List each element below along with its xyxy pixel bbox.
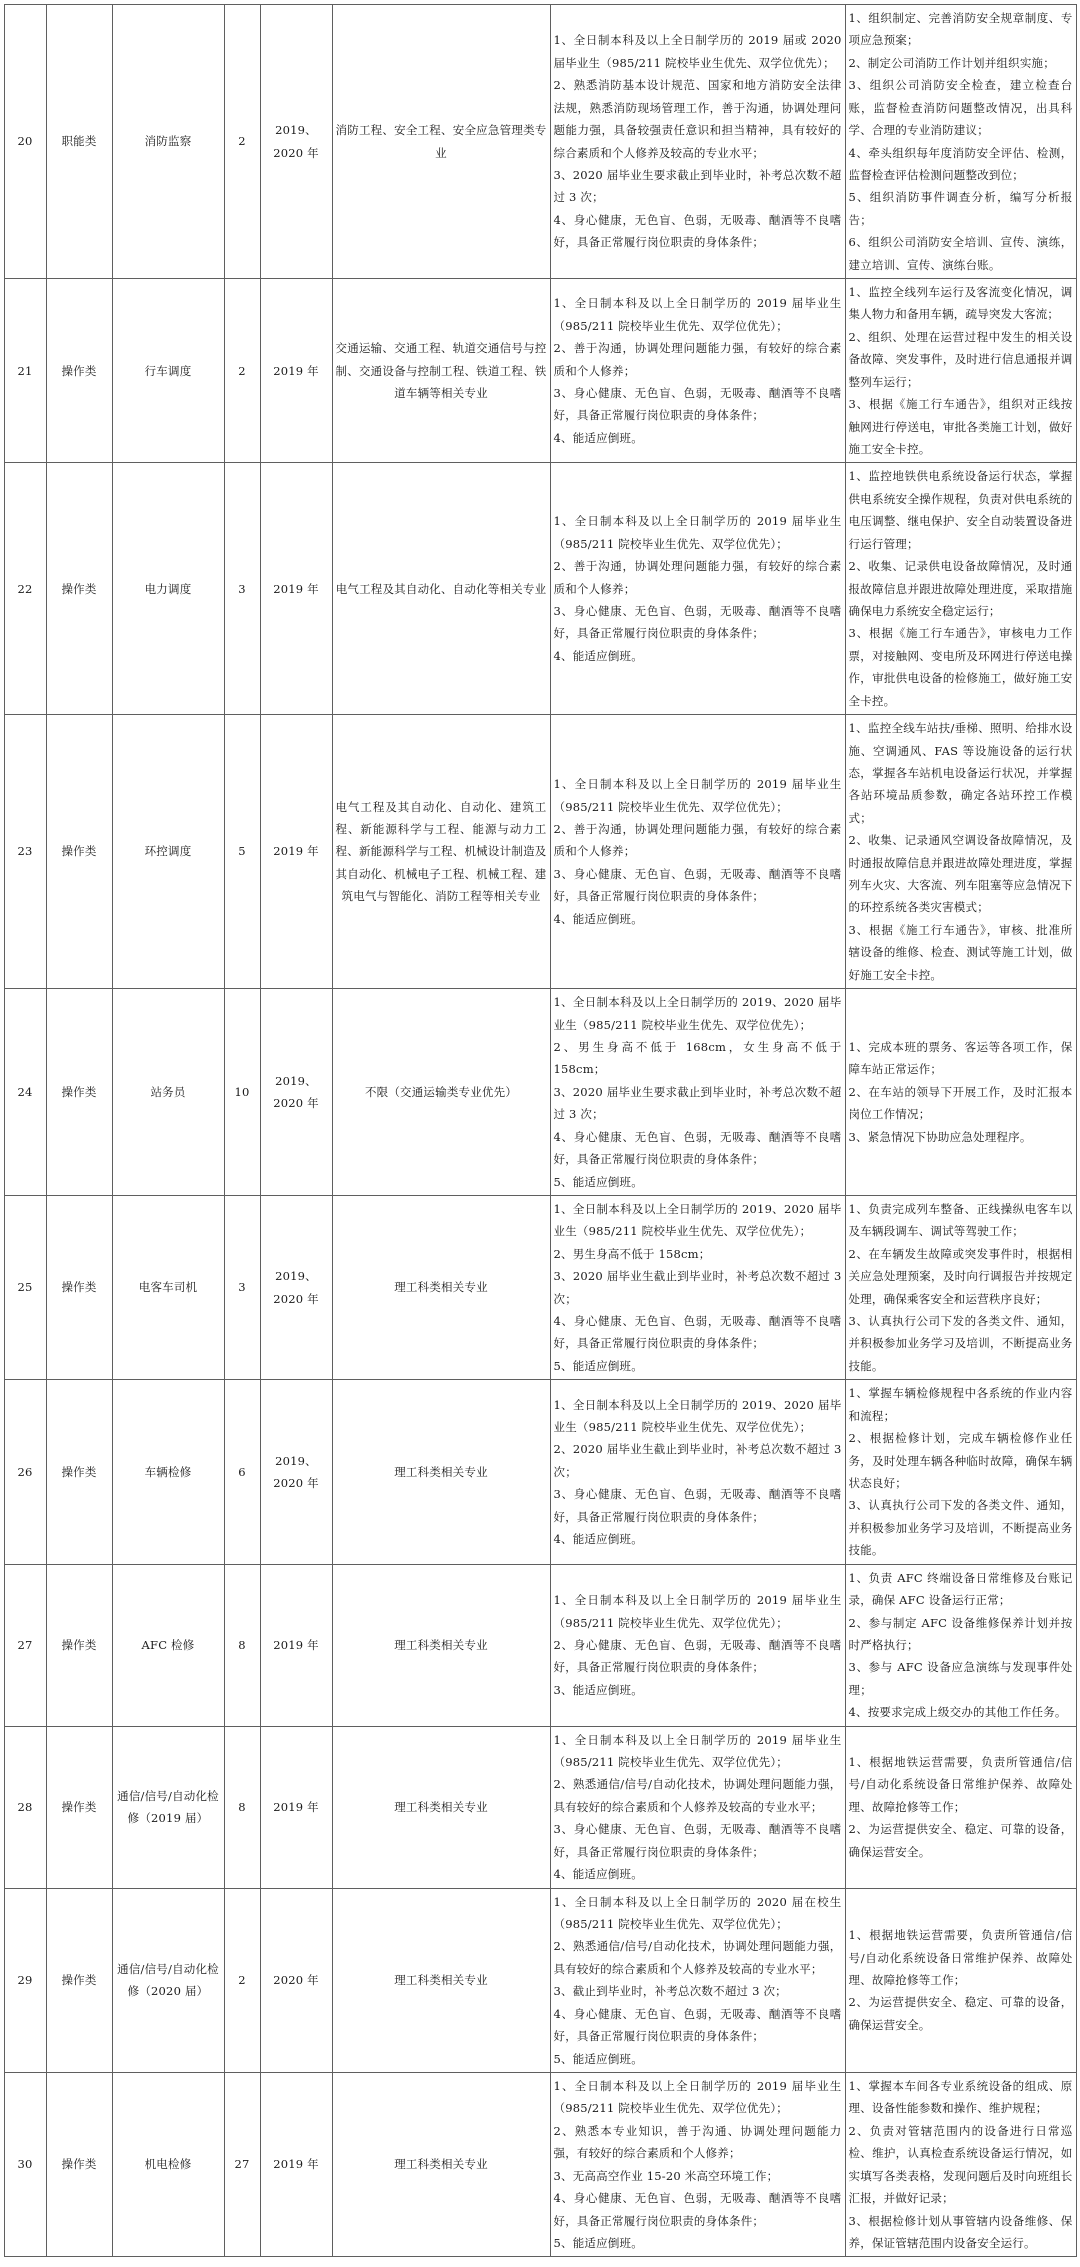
cell-headcount: 27 [224, 2072, 260, 2256]
text-line: 4、按要求完成上级交办的其他工作任务。 [848, 1705, 1067, 1720]
text-line: 4、能适应倒班。 [553, 911, 643, 926]
text-line: 1、全日制本科及以上全日制学历的 2019 届或 2020 届毕业生（985/211 院校毕业生优先、双学位优先）； [553, 33, 842, 70]
cell-major [332, 1888, 550, 2072]
text-line: 2、在车辆发生故障或突发事件时，根据相关应急处理预案，及时向行调报告并按规定处理，确保乘客安全和运营秩序良好； [848, 1246, 1073, 1306]
cell-graduation-year: 2019 年 [260, 279, 332, 463]
major-text: 理工科类相关专业 [394, 1799, 488, 1814]
cell-requirements [550, 463, 845, 715]
cell-major [332, 1564, 550, 1726]
cell-requirements [550, 989, 845, 1196]
cell-serial-number: 27 [4, 1564, 46, 1726]
cell-requirements [550, 1564, 845, 1726]
cell-serial-number: 24 [4, 989, 46, 1196]
text-line: 1、组织制定、完善消防安全规章制度、专项应急预案； [848, 11, 1073, 48]
cell-duties [845, 989, 1076, 1196]
table-row [4, 279, 1076, 463]
text-line: 3、身心健康、无色盲、色弱，无吸毒、酗酒等不良嗜好，具备正常履行岗位职责的身体条件； [553, 1487, 842, 1524]
text-line: 1、完成本班的票务、客运等各项工作，保障车站正常运作； [848, 1039, 1073, 1077]
text-line: 3、截止到毕业时，补考总次数不超过 3 次； [553, 1984, 787, 1999]
text-line: 2、根据检修计划，完成车辆检修作业任务，及时处理车辆各种临时故障，确保车辆状态良好； [848, 1431, 1073, 1490]
table-row [4, 1888, 1076, 2072]
text-line: 4、身心健康、无色盲、色弱，无吸毒、酗酒等不良嗜好，具备正常履行岗位职责的身体条件； [553, 1314, 842, 1351]
cell-serial-number: 25 [4, 1195, 46, 1379]
major-text: 理工科类相关专业 [394, 1280, 488, 1295]
text-line: 4、牵头组织每年度消防安全评估、检测，监督检查评估检测问题整改到位； [848, 145, 1073, 182]
text-line: 1、全日制本科及以上全日制学历的 2019 届毕业生（985/211 院校毕业生优先、双学位优先）； [553, 1593, 842, 1630]
table-row [4, 1726, 1076, 1888]
text-line: 5、能适应倒班。 [553, 1358, 643, 1373]
cell-duties [845, 1888, 1076, 2072]
table-row [4, 1195, 1076, 1379]
table-row [4, 2072, 1076, 2256]
cell-requirements [550, 1195, 845, 1379]
cell-serial-number: 26 [4, 1380, 46, 1564]
cell-duties [845, 2072, 1076, 2256]
text-line: 2、身心健康、无色盲、色弱，无吸毒、酗酒等不良嗜好，具备正常履行岗位职责的身体条件； [553, 1637, 842, 1675]
cell-category: 操作类 [46, 1564, 112, 1726]
text-line: 3、能适应倒班。 [553, 1682, 643, 1697]
cell-category: 操作类 [46, 279, 112, 463]
cell-headcount: 5 [224, 715, 260, 989]
text-line: 3、无高高空作业 15-20 米高空环境工作； [553, 2168, 779, 2183]
cell-category: 操作类 [46, 715, 112, 989]
cell-major [332, 1380, 550, 1564]
cell-category: 操作类 [46, 2072, 112, 2256]
cell-graduation-year: 2019、2020 年 [260, 989, 332, 1196]
cell-duties [845, 5, 1076, 279]
text-line: 2、善于沟通，协调处理问题能力强，有较好的综合素质和个人修养； [553, 341, 842, 378]
text-line: 4、能适应倒班。 [553, 430, 643, 445]
cell-post-name: 机电检修 [112, 2072, 224, 2256]
cell-graduation-year: 2019、2020 年 [260, 1380, 332, 1564]
table-row [4, 1380, 1076, 1564]
text-line: 2、负责对管辖范围内的设备进行日常巡检、维护，认真检查系统设备运行情况，如实填写各类表格，发现问题后及时向班组长汇报，并做好记录； [848, 2123, 1073, 2206]
text-line: 2、男生身高不低于 168cm，女生身高不低于 158cm； [553, 1039, 842, 1077]
text-line: 1、全日制本科及以上全日制学历的 2019 届毕业生（985/211 院校毕业生优先、双学位优先）； [553, 296, 842, 333]
text-line: 2、参与制定 AFC 设备维修保养计划并按时严格执行； [848, 1615, 1073, 1652]
cell-serial-number: 20 [4, 5, 46, 279]
cell-post-name: 行车调度 [112, 279, 224, 463]
text-line: 4、能适应倒班。 [553, 1867, 643, 1882]
cell-serial-number: 21 [4, 279, 46, 463]
text-line: 3、认真执行公司下发的各类文件、通知，并积极参加业务学习及培训，不断提高业务技能。 [848, 1314, 1073, 1373]
cell-serial-number: 29 [4, 1888, 46, 2072]
text-line: 5、能适应倒班。 [553, 2235, 643, 2250]
cell-category: 操作类 [46, 989, 112, 1196]
cell-major [332, 279, 550, 463]
cell-duties [845, 1564, 1076, 1726]
cell-serial-number: 28 [4, 1726, 46, 1888]
text-line: 3、认真执行公司下发的各类文件、通知，并积极参加业务学习及培训，不断提高业务技能。 [848, 1498, 1073, 1558]
cell-duties [845, 715, 1076, 989]
text-line: 2、在车站的领导下开展工作，及时汇报本岗位工作情况； [848, 1084, 1073, 1122]
text-line: 1、全日制本科及以上全日制学历的 2019、2020 届毕业生（985/211 院校毕业生优先、双学位优先）； [553, 1397, 842, 1434]
cell-major [332, 2072, 550, 2256]
major-text: 理工科类相关专业 [394, 1637, 488, 1652]
cell-major [332, 463, 550, 715]
cell-graduation-year: 2019、2020 年 [260, 1195, 332, 1379]
text-line: 4、能适应倒班。 [553, 1532, 643, 1547]
cell-post-name: 电客车司机 [112, 1195, 224, 1379]
major-text: 理工科类相关专业 [394, 1464, 488, 1479]
cell-post-name: 通信/信号/自动化检修（2019 届） [112, 1726, 224, 1888]
text-line: 2、熟悉通信/信号/自动化技术，协调处理问题能力强，具有较好的综合素质和个人修养及较高的专业水平； [553, 1777, 842, 1814]
cell-duties [845, 1380, 1076, 1564]
major-text: 理工科类相关专业 [394, 2157, 488, 2172]
text-line: 2、组织、处理在运营过程中发生的相关设备故障、突发事件，及时进行信息通报并调整列车运行； [848, 329, 1073, 389]
text-line: 1、全日制本科及以上全日制学历的 2019、2020 届毕业生（985/211 院校毕业生优先、双学位优先）； [553, 1201, 842, 1239]
text-line: 2、收集、记录供电设备故障情况，及时通报故障信息并跟进故障处理进度，采取措施确保电力系统安全稳定运行； [848, 559, 1073, 618]
cell-graduation-year: 2019 年 [260, 1726, 332, 1888]
cell-post-name: AFC 检修 [112, 1564, 224, 1726]
text-line: 3、身心健康、无色盲、色弱，无吸毒、酗酒等不良嗜好，具备正常履行岗位职责的身体条件； [553, 1822, 842, 1859]
cell-graduation-year: 2019 年 [260, 1564, 332, 1726]
cell-requirements [550, 1726, 845, 1888]
text-line: 3、根据《施工行车通告》，审核、批准所辖设备的维修、检查、测试等施工计划，做好施工安全卡控。 [848, 922, 1073, 982]
text-line: 1、监控全线列车运行及客流变化情况，调集人物力和备用车辆，疏导突发大客流； [848, 285, 1073, 322]
recruitment-table [4, 4, 1077, 2257]
cell-major [332, 715, 550, 989]
table-row [4, 1564, 1076, 1726]
text-line: 2、熟悉消防基本设计规范、国家和地方消防安全法律法规，熟悉消防现场管理工作，善于沟通，协调处理问题能力强，具备较强责任意识和担当精神，具有较好的综合素质和个人修养及较高的专业水平； [553, 78, 842, 160]
major-text: 理工科类相关专业 [394, 1973, 488, 1988]
cell-post-name: 车辆检修 [112, 1380, 224, 1564]
cell-headcount: 8 [224, 1726, 260, 1888]
cell-graduation-year: 2019 年 [260, 2072, 332, 2256]
cell-post-name: 电力调度 [112, 463, 224, 715]
cell-major [332, 1195, 550, 1379]
text-line: 1、全日制本科及以上全日制学历的 2019、2020 届毕业生（985/211 院校毕业生优先、双学位优先）； [553, 995, 842, 1032]
cell-requirements [550, 1380, 845, 1564]
major-text: 消防工程、安全工程、安全应急管理类专业 [335, 123, 547, 160]
text-line: 3、参与 AFC 设备应急演练与发现事件处理； [848, 1660, 1073, 1697]
text-line: 4、身心健康、无色盲、色弱，无吸毒、酗酒等不良嗜好，具备正常履行岗位职责的身体条件； [553, 1129, 842, 1167]
cell-graduation-year: 2020 年 [260, 1888, 332, 2072]
text-line: 3、紧急情况下协助应急处理程序。 [848, 1129, 1032, 1144]
cell-graduation-year: 2019、2020 年 [260, 5, 332, 279]
table-row [4, 715, 1076, 989]
cell-headcount: 2 [224, 1888, 260, 2072]
text-line: 2、善于沟通，协调处理问题能力强，有较好的综合素质和个人修养； [553, 559, 842, 596]
cell-headcount: 3 [224, 1195, 260, 1379]
text-line: 1、全日制本科及以上全日制学历的 2020 届在校生（985/211 院校毕业生优先、双学位优先）； [553, 1894, 842, 1932]
text-line: 3、2020 届毕业生要求截止到毕业时，补考总次数不超过 3 次； [553, 167, 842, 205]
text-line: 1、根据地铁运营需要，负责所管通信/信号/自动化系统设备日常维护保养、故障处理、故障抢修等工作； [848, 1755, 1073, 1814]
text-line: 3、根据检修计划从事管辖内设备维修、保养，保证管辖范围内设备安全运行。 [848, 2213, 1073, 2250]
text-line: 1、全日制本科及以上全日制学历的 2019 届毕业生（985/211 院校毕业生优先、双学位优先）； [553, 777, 842, 814]
text-line: 3、身心健康、无色盲、色弱，无吸毒、酗酒等不良嗜好，具备正常履行岗位职责的身体条件； [553, 603, 842, 641]
table-row [4, 463, 1076, 715]
text-line: 1、全日制本科及以上全日制学历的 2019 届毕业生（985/211 院校毕业生优先、双学位优先）； [553, 1732, 842, 1770]
text-line: 1、监控全线车站扶/垂梯、照明、给排水设施、空调通风、FAS 等设施设备的运行状态，掌握各车站机电设备运行状况，并掌握各站环境品质参数，确定各站环控工作模式； [848, 721, 1073, 825]
text-line: 3、身心健康、无色盲、色弱，无吸毒、酗酒等不良嗜好，具备正常履行岗位职责的身体条件； [553, 385, 842, 423]
cell-serial-number: 22 [4, 463, 46, 715]
text-line: 4、身心健康、无色盲、色弱，无吸毒、酗酒等不良嗜好，具备正常履行岗位职责的身体条件； [553, 2191, 842, 2228]
cell-duties [845, 1726, 1076, 1888]
cell-category: 操作类 [46, 1195, 112, 1379]
text-line: 6、组织公司消防安全培训、宣传、演练，建立培训、宣传、演练台账。 [848, 235, 1073, 272]
cell-serial-number: 30 [4, 2072, 46, 2256]
text-line: 1、全日制本科及以上全日制学历的 2019 届毕业生（985/211 院校毕业生优先、双学位优先）； [553, 514, 842, 551]
text-line: 3、根据《施工行车通告》，组织对正线按触网进行停送电，审批各类施工计划，做好施工安全卡控。 [848, 397, 1073, 457]
cell-headcount: 2 [224, 5, 260, 279]
text-line: 2、熟悉通信/信号/自动化技术，协调处理问题能力强，具有较好的综合素质和个人修养及较高的专业水平； [553, 1939, 842, 1976]
text-line: 1、掌握车辆检修规程中各系统的作业内容和流程； [848, 1386, 1073, 1423]
cell-category: 操作类 [46, 1888, 112, 2072]
cell-graduation-year: 2019 年 [260, 463, 332, 715]
text-line: 1、负责 AFC 终端设备日常维修及台账记录，确保 AFC 设备运行正常； [848, 1570, 1073, 1608]
cell-category: 职能类 [46, 5, 112, 279]
major-text: 电气工程及其自动化、自动化、建筑工程、新能源科学与工程、能源与动力工程、新能源科学与工程、机械设计制造及其自动化、机械电子工程、机械工程、建筑电气与智能化、消防工程等相关专业 [335, 799, 547, 904]
cell-headcount: 3 [224, 463, 260, 715]
cell-duties [845, 1195, 1076, 1379]
cell-requirements [550, 279, 845, 463]
text-line: 4、身心健康，无色盲、色弱，无吸毒、酗酒等不良嗜好，具备正常履行岗位职责的身体条件； [553, 212, 842, 250]
text-line: 3、根据《施工行车通告》，审核电力工作票，对接触网、变电所及环网进行停送电操作，审批供电设备的检修施工，做好施工安全卡控。 [848, 626, 1073, 708]
text-line: 1、根据地铁运营需要，负责所管通信/信号/自动化系统设备日常维护保养、故障处理、故障抢修等工作； [848, 1928, 1073, 1988]
text-line: 2、为运营提供安全、稳定、可靠的设备，确保运营安全。 [848, 1995, 1073, 2032]
text-line: 1、负责完成列车整备、正线操纵电客车以及车辆段调车、调试等驾驶工作； [848, 1201, 1073, 1239]
text-line: 2、善于沟通，协调处理问题能力强，有较好的综合素质和个人修养； [553, 821, 842, 859]
cell-post-name: 站务员 [112, 989, 224, 1196]
cell-duties [845, 463, 1076, 715]
cell-headcount: 8 [224, 1564, 260, 1726]
major-text: 不限（交通运输类专业优先） [364, 1084, 518, 1099]
text-line: 2、制定公司消防工作计划并组织实施； [848, 55, 1055, 70]
cell-major [332, 1726, 550, 1888]
table-row [4, 5, 1076, 279]
text-line: 2、男生身高不低于 158cm； [553, 1246, 711, 1261]
major-text: 交通运输、交通工程、轨道交通信号与控制、交通设备与控制工程、铁道工程、铁道车辆等相关专业 [335, 341, 547, 400]
cell-post-name: 通信/信号/自动化检修（2020 届） [112, 1888, 224, 2072]
cell-post-name: 环控调度 [112, 715, 224, 989]
cell-major [332, 5, 550, 279]
text-line: 1、掌握本车间各专业系统设备的组成、原理、设备性能参数和操作、维护规程； [848, 2078, 1073, 2116]
text-line: 3、2020 届毕业生要求截止到毕业时，补考总次数不超过 3 次； [553, 1084, 842, 1122]
text-line: 2、2020 届毕业生截止到毕业时，补考总次数不超过 3 次； [553, 1442, 842, 1479]
text-line: 2、熟悉本专业知识，善于沟通、协调处理问题能力强，有较好的综合素质和个人修养； [553, 2123, 842, 2161]
cell-requirements [550, 5, 845, 279]
cell-duties [845, 279, 1076, 463]
cell-category: 操作类 [46, 1380, 112, 1564]
text-line: 1、全日制本科及以上全日制学历的 2019 届毕业生（985/211 院校毕业生优先、双学位优先）； [553, 2078, 842, 2116]
cell-category: 操作类 [46, 463, 112, 715]
text-line: 1、监控地铁供电系统设备运行状态，掌握供电系统安全操作规程，负责对供电系统的电压调整、继电保护、安全自动装置设备进行运行管理； [848, 469, 1073, 551]
text-line: 4、身心健康、无色盲、色弱，无吸毒、酗酒等不良嗜好，具备正常履行岗位职责的身体条件； [553, 2006, 842, 2044]
table-row [4, 989, 1076, 1196]
cell-major [332, 989, 550, 1196]
text-line: 5、组织消防事件调查分析，编写分析报告； [848, 190, 1073, 227]
cell-headcount: 10 [224, 989, 260, 1196]
cell-graduation-year: 2019 年 [260, 715, 332, 989]
text-line: 4、能适应倒班。 [553, 648, 643, 663]
cell-post-name: 消防监察 [112, 5, 224, 279]
text-line: 2、为运营提供安全、稳定、可靠的设备，确保运营安全。 [848, 1822, 1073, 1859]
cell-requirements [550, 715, 845, 989]
cell-requirements [550, 2072, 845, 2256]
text-line: 5、能适应倒班。 [553, 1174, 643, 1189]
major-text: 电气工程及其自动化、自动化等相关专业 [335, 581, 547, 596]
cell-category: 操作类 [46, 1726, 112, 1888]
cell-requirements [550, 1888, 845, 2072]
cell-serial-number: 23 [4, 715, 46, 989]
text-line: 5、能适应倒班。 [553, 2051, 643, 2066]
table-body [4, 5, 1076, 2257]
text-line: 3、身心健康、无色盲、色弱，无吸毒、酗酒等不良嗜好，具备正常履行岗位职责的身体条件； [553, 866, 842, 904]
cell-headcount: 2 [224, 279, 260, 463]
text-line: 3、组织公司消防安全检查，建立检查台账，监督检查消防问题整改情况，出具科学、合理的专业消防建议； [848, 78, 1073, 138]
cell-headcount: 6 [224, 1380, 260, 1564]
text-line: 3、2020 届毕业生截止到毕业时，补考总次数不超过 3 次； [553, 1269, 842, 1306]
text-line: 2、收集、记录通风空调设备故障情况，及时通报故障信息并跟进故障处理进度，掌握列车火灾、大客流、列车阻塞等应急情况下的环控系统各类灾害模式； [848, 833, 1073, 915]
